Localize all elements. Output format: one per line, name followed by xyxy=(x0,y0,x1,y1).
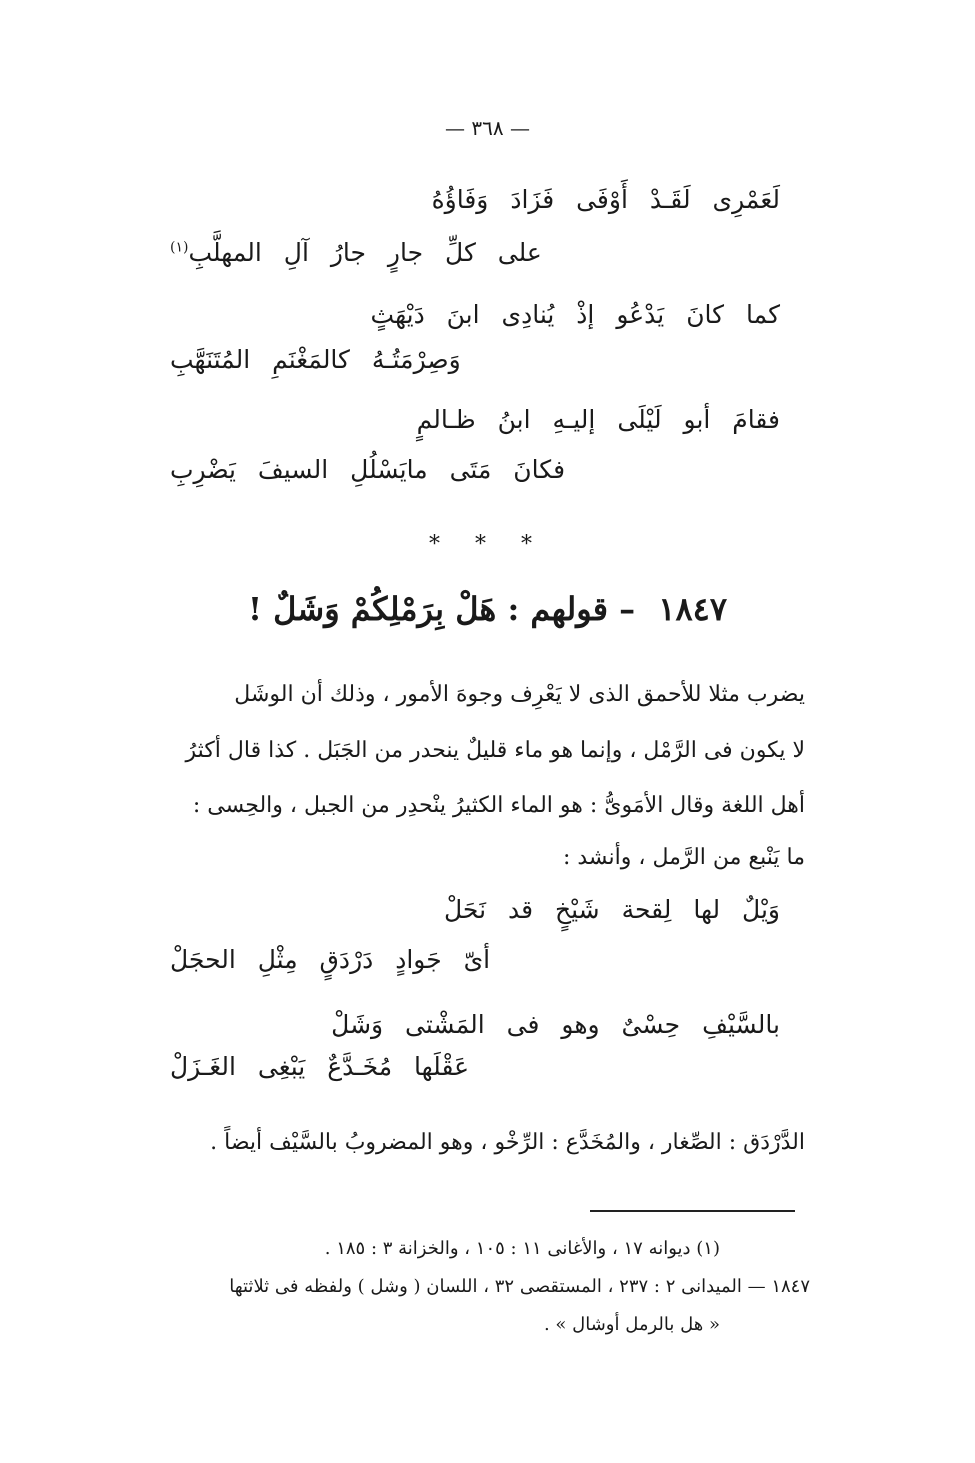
poem1-line-5 xyxy=(417,405,780,434)
entry-heading xyxy=(0,590,975,628)
verse-text: فقامَ أبو لَيْلَى إليـهِ ابنُ ظـالمٍ xyxy=(416,405,780,434)
prose-line-2: لا يكون فى الرَّمْل ، وإنما هو ماء قليلٌ ينحدر من الجَبَل . كذا قال أكثرُ xyxy=(185,738,805,763)
footnote-rule xyxy=(590,1210,795,1212)
footnote-2: ١٨٤٧ — الميدانى ٢ : ٢٣٧ ، المستقصى ٣٢ ، اللسان ( وشل ) ولفظه فى ثلاثتها xyxy=(229,1276,810,1297)
page-number: — ٣٦٨ — xyxy=(445,116,530,140)
prose-line-4: ما يَنْبع من الرَّمل ، وأنشد : xyxy=(562,845,805,870)
poem1-line-2 xyxy=(170,238,542,267)
poem1-line-1 xyxy=(432,185,780,214)
verse-text: كما كانَ يَدْعُو إذْ يُنادِى ابنَ دَيْهَثٍ xyxy=(370,300,780,329)
prose-line-1: يضرب مثلا للأحمق الذى لا يَعْرِف وجوهَ الأمور ، وذلك أن الوشَل xyxy=(234,682,805,707)
poem2-line-4: عَقْلَها مُخَـدَّعٌ يَبْغِى الغَـزَلْ xyxy=(170,1052,470,1081)
poem2-line-3: بالسَّيْفِ حِسْىٌ وهو فى المَشْتى وَشَلْ xyxy=(331,1010,780,1039)
gloss-line: الدَّرْدَق : الصِّغار ، والمُخَدَّع : الرِّخْو ، وهو المضروبُ بالسَّيْف أيضاً . xyxy=(210,1130,805,1155)
verse-text: على كلِّ جارٍ جارُ آلِ المهلَّبِ xyxy=(188,238,542,267)
footnote-marker: (١) xyxy=(170,239,189,256)
verse-text: لَعَمْرِى لَقَـدْ أَوْفَى فَزَادَ وَفَاؤُهُ xyxy=(431,185,780,214)
verse-text: فكانَ مَتَى مايَسْلُلِ السيفَ يَضْرِبِ xyxy=(170,455,566,484)
poem1-line-6 xyxy=(170,455,565,484)
poem1-line-3 xyxy=(371,300,780,329)
entry-number: ١٨٤٧ xyxy=(658,590,728,628)
verse-text: وَصِرْمَتُـهُ كالمَغْنَمِ المُتَنَهَّبِ xyxy=(170,345,461,374)
section-separator: * * * xyxy=(429,532,546,557)
prose-line-3: أهل اللغة وقال الأمَوىُّ : هو الماء الكثيرُ ينْحدِر من الجبل ، والحِسى : xyxy=(192,793,805,818)
footnote-1: (١) ديوانه ١٧ ، والأغانى ١١ : ١٠٥ ، والخزانة ٣ : ١٨٥ . xyxy=(324,1238,720,1259)
footnote-2-continuation: « هل بالرمل أوشال » . xyxy=(543,1314,720,1335)
poem2-line-2: أىّ جَوادٍ دَرْدَقٍ مِثْلِ الحجَلْ xyxy=(170,945,491,974)
poem1-line-4 xyxy=(170,345,461,374)
entry-title: – قولهم : هَلْ بِرَمْلِكُمْ وَشَلٌ ! xyxy=(247,590,636,628)
poem2-line-1: وَيْلٌ لها لِقحة شَيْخٍ قد نَحَلْ xyxy=(444,895,780,924)
